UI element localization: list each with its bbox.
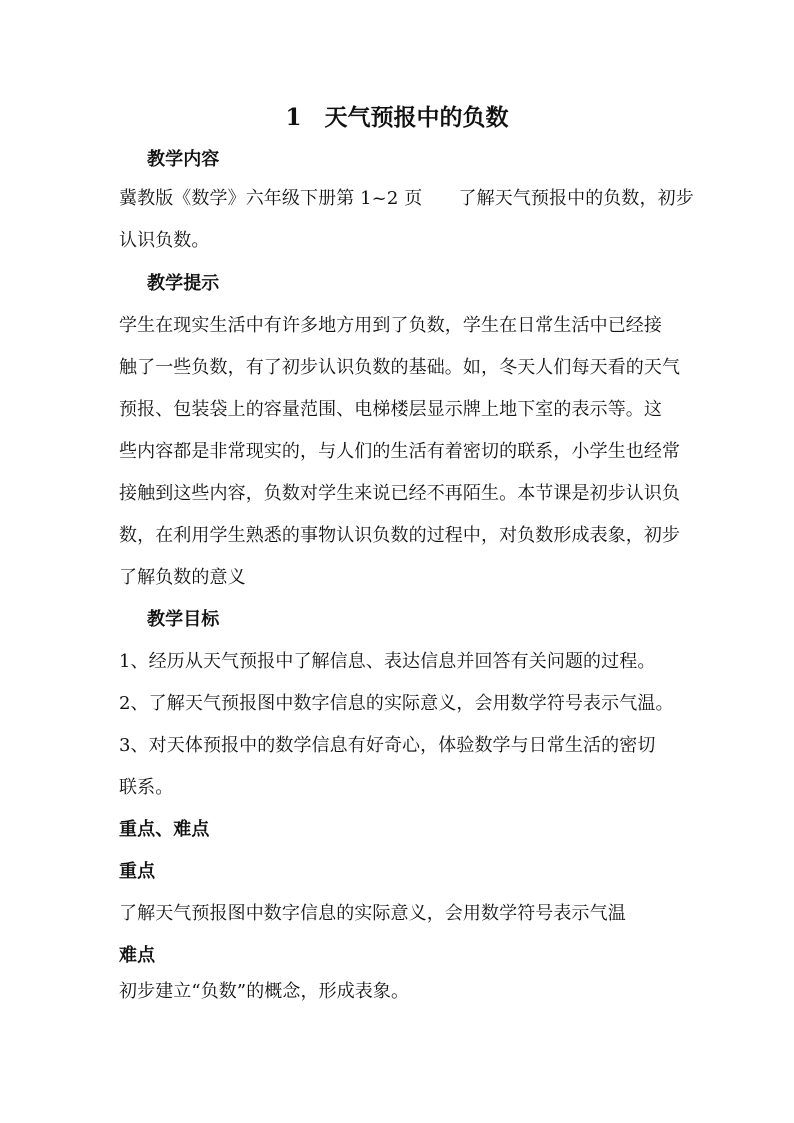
tips-heading: 教学提示 — [147, 273, 220, 294]
key-heading: 重点 — [119, 861, 156, 882]
page-title: 1 天气预报中的负数 — [285, 104, 509, 131]
tips-line-2: 触了一些负数，有了初步认识负数的基础。如，冬天人们每天看的天气 — [119, 357, 681, 378]
goals-heading: 教学目标 — [147, 609, 220, 630]
content-line-2: 认识负数。 — [119, 230, 210, 251]
difficult-heading: 难点 — [119, 945, 156, 966]
content-heading: 教学内容 — [147, 149, 220, 170]
tips-line-5: 接触到这些内容，负数对学生来说已经不再陌生。本节课是初步认识负 — [119, 483, 681, 504]
tips-line-7: 了解负数的意义 — [119, 567, 246, 588]
difficult-line: 初步建立“负数”的概念，形成表象。 — [119, 981, 410, 1002]
goal-line-1: 1、经历从天气预报中了解信息、表达信息并回答有关问题的过程。 — [119, 651, 656, 672]
tips-line-4: 些内容都是非常现实的，与人们的生活有着密切的联系，小学生也经常 — [119, 441, 681, 462]
goal-line-3: 3、对天体预报中的数学信息有好奇心，体验数学与日常生活的密切 — [119, 735, 656, 756]
key-line: 了解天气预报图中数字信息的实际意义，会用数学符号表示气温 — [119, 903, 626, 924]
key-difficult-heading: 重点、难点 — [119, 819, 210, 840]
goal-line-2: 2、了解天气预报图中数字信息的实际意义，会用数学符号表示气温。 — [119, 693, 674, 714]
content-line-1: 冀教版《数学》六年级下册第 1~2 页 了解天气预报中的负数，初步 — [119, 188, 694, 209]
goal-line-4: 联系。 — [119, 777, 174, 798]
tips-line-6: 数，在利用学生熟悉的事物认识负数的过程中，对负数形成表象，初步 — [119, 525, 681, 546]
tips-line-3: 预报、包装袋上的容量范围、电梯楼层显示牌上地下室的表示等。这 — [119, 399, 662, 420]
tips-line-1: 学生在现实生活中有许多地方用到了负数，学生在日常生活中已经接 — [119, 315, 662, 336]
